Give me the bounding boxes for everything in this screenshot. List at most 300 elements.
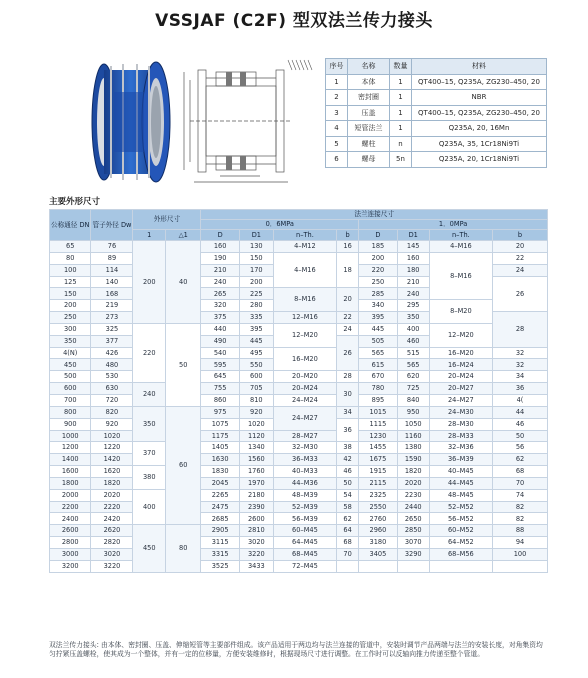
cell-d1-10: 400 xyxy=(397,323,429,335)
table-row xyxy=(50,489,548,501)
cell-nth-10: 20–M24 xyxy=(429,371,492,383)
cell-d1-06: 395 xyxy=(239,323,273,335)
materials-row xyxy=(326,74,547,90)
cell-dl1: 60 xyxy=(166,406,201,524)
cell-dw: 2620 xyxy=(91,525,133,537)
cell-nth-10: 48–M45 xyxy=(429,489,492,501)
cell-d-10: 565 xyxy=(359,347,398,359)
materials-header-qty: 数量 xyxy=(390,59,412,75)
cell-dw: 1220 xyxy=(91,442,133,454)
cell-nth-06: 40–M33 xyxy=(273,466,336,478)
cell-b-06: 58 xyxy=(337,501,359,513)
cell-dw: 273 xyxy=(91,312,133,324)
cell-d-10: 1230 xyxy=(359,430,398,442)
cell-b-10: 74 xyxy=(493,489,548,501)
table-row xyxy=(50,323,548,335)
cell-d1-06: 280 xyxy=(239,300,273,312)
cell-dn: 100 xyxy=(50,264,91,276)
cell-dw: 1020 xyxy=(91,430,133,442)
table-row xyxy=(50,241,548,253)
cell-nth-10: 24–M27 xyxy=(429,394,492,406)
cell-d1-10: 3070 xyxy=(397,537,429,549)
table-row xyxy=(50,548,548,560)
cell-d-10: 1455 xyxy=(359,442,398,454)
cell-d-06: 160 xyxy=(201,241,240,253)
cell-nth-06: 28–M27 xyxy=(273,430,336,442)
cell-dw: 219 xyxy=(91,300,133,312)
cell-b-06: 38 xyxy=(337,442,359,454)
cell-dn: 65 xyxy=(50,241,91,253)
materials-cell: 4 xyxy=(326,121,348,137)
materials-cell: 6 xyxy=(326,152,348,168)
cell-b-06: 18 xyxy=(337,252,359,288)
cell-nth-06: 8–M16 xyxy=(273,288,336,312)
cell-l1: 400 xyxy=(133,489,166,525)
cell-dn: 3000 xyxy=(50,548,91,560)
cell-b-10: 28 xyxy=(493,312,548,348)
cell-d-10: 200 xyxy=(359,252,398,264)
cell-d1-10: 1050 xyxy=(397,418,429,430)
cell-d1-06: 1340 xyxy=(239,442,273,454)
cell-l1: 220 xyxy=(133,323,166,382)
cross-section-drawing xyxy=(180,50,320,192)
cell-d-10: 2550 xyxy=(359,501,398,513)
header-d1-06: D1 xyxy=(239,230,273,241)
cell-d1-10: 2440 xyxy=(397,501,429,513)
cell-dn: 300 xyxy=(50,323,91,335)
cell-d-06: 2045 xyxy=(201,477,240,489)
cell-b-10: 34 xyxy=(493,371,548,383)
materials-cell: QT400–15, Q235A, ZG230–450, 20 xyxy=(412,105,547,121)
cell-dw: 630 xyxy=(91,383,133,395)
cell-nth-10: 8–M20 xyxy=(429,300,492,324)
materials-cell: 螺母 xyxy=(348,152,390,168)
cell-d-06: 1075 xyxy=(201,418,240,430)
materials-cell: 螺柱 xyxy=(348,136,390,152)
cell-dn: 80 xyxy=(50,252,91,264)
cell-dn: 600 xyxy=(50,383,91,395)
cell-b-10: 50 xyxy=(493,430,548,442)
cell-nth-10: 60–M52 xyxy=(429,525,492,537)
cell-d1-10: 210 xyxy=(397,276,429,288)
cell-b-10: 70 xyxy=(493,477,548,489)
cell-b-06: 30 xyxy=(337,383,359,407)
table-row xyxy=(50,560,548,572)
cell-b-06: 62 xyxy=(337,513,359,525)
cell-l1: 370 xyxy=(133,442,166,466)
cell-dw: 76 xyxy=(91,241,133,253)
cell-nth-10: 56–M52 xyxy=(429,513,492,525)
cell-dn: 1800 xyxy=(50,477,91,489)
cell-d-10: 220 xyxy=(359,264,398,276)
cell-b-06: 68 xyxy=(337,537,359,549)
cell-b-06: 34 xyxy=(337,406,359,418)
materials-cell: Q235A, 35, 1Cr18Ni9Ti xyxy=(412,136,547,152)
cell-dw: 168 xyxy=(91,288,133,300)
cell-dw: 480 xyxy=(91,359,133,371)
cell-nth-10: 16–M24 xyxy=(429,359,492,371)
header-flange: 法兰连接尺寸 xyxy=(201,210,548,220)
cell-b-10: 62 xyxy=(493,454,548,466)
cell-d-10: 1675 xyxy=(359,454,398,466)
cell-nth-06: 72–M45 xyxy=(273,560,336,572)
cell-d1-06: 810 xyxy=(239,394,273,406)
cell-dn: 1000 xyxy=(50,430,91,442)
table-row xyxy=(50,537,548,549)
cell-d-10: 2960 xyxy=(359,525,398,537)
cell-d1-10: 1160 xyxy=(397,430,429,442)
cell-dn: 4(N) xyxy=(50,347,91,359)
table-row xyxy=(50,406,548,418)
cell-dn: 2000 xyxy=(50,489,91,501)
cell-d1-06: 1560 xyxy=(239,454,273,466)
cell-d1-06: 1760 xyxy=(239,466,273,478)
header-d-06: D xyxy=(201,230,240,241)
materials-header xyxy=(326,59,547,75)
materials-header-name: 名称 xyxy=(348,59,390,75)
header-l1: 1 xyxy=(133,230,166,241)
cell-dw: 3020 xyxy=(91,548,133,560)
cell-d1-06: 1120 xyxy=(239,430,273,442)
cell-nth-10: 36–M39 xyxy=(429,454,492,466)
cell-d-10: 285 xyxy=(359,288,398,300)
cell-dw: 530 xyxy=(91,371,133,383)
cell-d-06: 265 xyxy=(201,288,240,300)
cell-dw: 3220 xyxy=(91,560,133,572)
cell-dn: 500 xyxy=(50,371,91,383)
cell-nth-06: 68–M45 xyxy=(273,548,336,560)
cell-d-06: 2905 xyxy=(201,525,240,537)
cell-nth-06: 12–M16 xyxy=(273,312,336,324)
cell-b-06: 36 xyxy=(337,418,359,442)
cell-nth-06: 64–M45 xyxy=(273,537,336,549)
cell-b-10 xyxy=(493,560,548,572)
cell-d1-10: 725 xyxy=(397,383,429,395)
cell-dw: 325 xyxy=(91,323,133,335)
cell-nth-06: 60–M45 xyxy=(273,525,336,537)
materials-cell: 2 xyxy=(326,90,348,106)
cell-dw: 2820 xyxy=(91,537,133,549)
materials-header-material: 材料 xyxy=(412,59,547,75)
cell-b-06: 70 xyxy=(337,548,359,560)
cell-b-10: 20 xyxy=(493,241,548,253)
materials-row xyxy=(326,152,547,168)
materials-row xyxy=(326,136,547,152)
materials-cell: 5n xyxy=(390,152,412,168)
cell-d-06: 1405 xyxy=(201,442,240,454)
materials-cell: n xyxy=(390,136,412,152)
cell-d-06: 540 xyxy=(201,347,240,359)
cell-d-06: 240 xyxy=(201,276,240,288)
cell-d1-10: 565 xyxy=(397,359,429,371)
cell-dn: 1200 xyxy=(50,442,91,454)
cell-d-06: 375 xyxy=(201,312,240,324)
cell-d1-06: 495 xyxy=(239,347,273,359)
header-dn: 公称通径 DN xyxy=(50,210,91,241)
materials-cell: 5 xyxy=(326,136,348,152)
cell-dn: 200 xyxy=(50,300,91,312)
cell-nth-06: 12–M20 xyxy=(273,323,336,347)
cell-d-10: 895 xyxy=(359,394,398,406)
cell-b-10: 22 xyxy=(493,252,548,264)
cell-d1-06: 200 xyxy=(239,276,273,288)
table-row xyxy=(50,347,548,359)
cell-nth-10: 4–M16 xyxy=(429,241,492,253)
cell-d-10: 3180 xyxy=(359,537,398,549)
cell-dn: 1400 xyxy=(50,454,91,466)
header-d1-10: D1 xyxy=(397,230,429,241)
cell-d-10: 250 xyxy=(359,276,398,288)
cell-d-06: 320 xyxy=(201,300,240,312)
cell-dw: 114 xyxy=(91,264,133,276)
cell-d-06: 755 xyxy=(201,383,240,395)
cell-d1-10: 180 xyxy=(397,264,429,276)
table-row xyxy=(50,252,548,264)
cell-d1-06: 130 xyxy=(239,241,273,253)
table-row xyxy=(50,383,548,395)
cell-d-06: 1630 xyxy=(201,454,240,466)
cell-d1-06: 1970 xyxy=(239,477,273,489)
cell-nth-10: 28–M33 xyxy=(429,430,492,442)
cell-l1: 450 xyxy=(133,525,166,572)
table-row xyxy=(50,454,548,466)
cell-d-10: 615 xyxy=(359,359,398,371)
cell-dn: 2600 xyxy=(50,525,91,537)
cell-b-10: 24 xyxy=(493,264,548,276)
table-row xyxy=(50,466,548,478)
cell-d1-06: 600 xyxy=(239,371,273,383)
cell-b-06: 22 xyxy=(337,312,359,324)
cell-d1-06: 705 xyxy=(239,383,273,395)
cell-b-06: 64 xyxy=(337,525,359,537)
cell-d1-06: 3220 xyxy=(239,548,273,560)
cell-d-10: 3405 xyxy=(359,548,398,560)
cell-d1-10: 840 xyxy=(397,394,429,406)
cell-d-10: 2325 xyxy=(359,489,398,501)
cell-b-06: 42 xyxy=(337,454,359,466)
materials-cell: 3 xyxy=(326,105,348,121)
cell-dw: 377 xyxy=(91,335,133,347)
cell-d1-06: 445 xyxy=(239,335,273,347)
cell-d1-10: 2230 xyxy=(397,489,429,501)
cell-dn: 125 xyxy=(50,276,91,288)
cell-b-06: 54 xyxy=(337,489,359,501)
materials-cell: 密封圈 xyxy=(348,90,390,106)
cell-b-06: 16 xyxy=(337,241,359,253)
materials-cell: 1 xyxy=(326,74,348,90)
cell-d1-10: 460 xyxy=(397,335,429,347)
materials-row xyxy=(326,105,547,121)
cell-b-10: 32 xyxy=(493,359,548,371)
cell-d1-10: 1590 xyxy=(397,454,429,466)
cell-dw: 920 xyxy=(91,418,133,430)
section-title: 主要外形尺寸 xyxy=(49,197,101,207)
cell-d1-06: 920 xyxy=(239,406,273,418)
cell-dl1: 50 xyxy=(166,323,201,406)
cell-nth-10: 44–M45 xyxy=(429,477,492,489)
cell-b-06: 24 xyxy=(337,323,359,335)
cell-dw: 1620 xyxy=(91,466,133,478)
materials-body xyxy=(326,74,547,167)
cell-nth-06: 24–M27 xyxy=(273,406,336,430)
materials-header-no: 序号 xyxy=(326,59,348,75)
cell-d1-10: 515 xyxy=(397,347,429,359)
cell-dn: 1600 xyxy=(50,466,91,478)
cell-nth-10: 28–M30 xyxy=(429,418,492,430)
page-title: VSSJAF (C2F) 型双法兰传力接头 xyxy=(155,11,433,31)
cell-nth-06: 16–M20 xyxy=(273,347,336,371)
cell-d1-06: 1020 xyxy=(239,418,273,430)
materials-row xyxy=(326,121,547,137)
cell-dn: 700 xyxy=(50,394,91,406)
cell-dn: 150 xyxy=(50,288,91,300)
cell-d1-10: 3290 xyxy=(397,548,429,560)
cell-d1-10: 145 xyxy=(397,241,429,253)
cell-d1-06: 150 xyxy=(239,252,273,264)
cell-d1-10: 350 xyxy=(397,312,429,324)
table-row xyxy=(50,430,548,442)
cell-dw: 2220 xyxy=(91,501,133,513)
cell-d-10: 2760 xyxy=(359,513,398,525)
cell-b-06: 26 xyxy=(337,335,359,371)
cell-d-10: 340 xyxy=(359,300,398,312)
cell-nth-06: 20–M20 xyxy=(273,371,336,383)
cell-d1-10: 620 xyxy=(397,371,429,383)
materials-cell: Q235A, 20, 16Mn xyxy=(412,121,547,137)
cell-nth-10: 64–M52 xyxy=(429,537,492,549)
cell-d-10: 445 xyxy=(359,323,398,335)
cell-d1-10: 295 xyxy=(397,300,429,312)
cell-b-10: 4( xyxy=(493,394,548,406)
cell-nth-10: 16–M20 xyxy=(429,347,492,359)
cell-dl1: 40 xyxy=(166,241,201,324)
cell-d-06: 975 xyxy=(201,406,240,418)
cell-d1-10: 160 xyxy=(397,252,429,264)
cell-dn: 450 xyxy=(50,359,91,371)
cell-d1-06: 2810 xyxy=(239,525,273,537)
cell-l1: 240 xyxy=(133,383,166,407)
header-outline: 外形尺寸 xyxy=(133,210,201,230)
cell-d1-06: 2600 xyxy=(239,513,273,525)
cell-b-10: 36 xyxy=(493,383,548,395)
materials-cell: NBR xyxy=(412,90,547,106)
materials-cell: 1 xyxy=(390,105,412,121)
header-pressure-06: 0．6MPa xyxy=(201,220,359,230)
cell-b-10: 56 xyxy=(493,442,548,454)
materials-table xyxy=(325,58,547,168)
cell-d1-10: 950 xyxy=(397,406,429,418)
cell-d1-06: 2390 xyxy=(239,501,273,513)
cell-b-10: 100 xyxy=(493,548,548,560)
header-dw: 管子外径 Dw xyxy=(91,210,133,241)
cell-d1-10: 240 xyxy=(397,288,429,300)
cell-d1-10: 2850 xyxy=(397,525,429,537)
cell-dw: 820 xyxy=(91,406,133,418)
cell-b-10: 88 xyxy=(493,525,548,537)
cell-l1: 380 xyxy=(133,466,166,490)
cell-nth-10: 20–M27 xyxy=(429,383,492,395)
dimensions-body xyxy=(50,241,548,573)
cell-d-06: 860 xyxy=(201,394,240,406)
cell-d1-10 xyxy=(397,560,429,572)
cell-d-06: 210 xyxy=(201,264,240,276)
materials-cell: Q235A, 20, 1Cr18Ni9Ti xyxy=(412,152,547,168)
cell-d-10: 670 xyxy=(359,371,398,383)
header-nth-10: n–Th. xyxy=(429,230,492,241)
cell-d-10: 780 xyxy=(359,383,398,395)
cell-nth-10: 24–M30 xyxy=(429,406,492,418)
cell-d-06: 3115 xyxy=(201,537,240,549)
cell-d-06: 190 xyxy=(201,252,240,264)
cell-nth-06: 48–M39 xyxy=(273,489,336,501)
materials-row xyxy=(326,90,547,106)
cell-d-10: 1015 xyxy=(359,406,398,418)
description-note: 双法兰传力接头: 由本体、密封圈、压盖、伸缩短管等主要部件组成。该产品适用于两边均与法兰连接的管道中，安装时调节产品两端与法兰的安装长度，对角集资均匀拧紧压盖螺栓，使其成为一个整体，并有一定的位移量，方便安装维修时，根据现场尺寸进行调整。在工作时可以反轴向推力传递至整个管道。 xyxy=(49,641,543,659)
header-nth-06: n–Th. xyxy=(273,230,336,241)
cell-b-06 xyxy=(337,560,359,572)
cell-d-06: 1830 xyxy=(201,466,240,478)
table-row xyxy=(50,513,548,525)
cell-b-10: 46 xyxy=(493,418,548,430)
materials-cell: 1 xyxy=(390,121,412,137)
cell-d-06: 3315 xyxy=(201,548,240,560)
table-row xyxy=(50,442,548,454)
cell-dw: 2020 xyxy=(91,489,133,501)
cell-d-10: 185 xyxy=(359,241,398,253)
cell-d-06: 595 xyxy=(201,359,240,371)
cell-dn: 2400 xyxy=(50,513,91,525)
cell-dn: 900 xyxy=(50,418,91,430)
cell-nth-06: 52–M39 xyxy=(273,501,336,513)
dimensions-table xyxy=(49,209,548,573)
cell-nth-06: 24–M24 xyxy=(273,394,336,406)
cell-b-06: 28 xyxy=(337,371,359,383)
cell-d-10 xyxy=(359,560,398,572)
cell-nth-06: 4–M12 xyxy=(273,241,336,253)
cell-dn: 250 xyxy=(50,312,91,324)
cell-d1-06: 550 xyxy=(239,359,273,371)
materials-cell: QT400–15, Q235A, ZG230–450, 20 xyxy=(412,74,547,90)
materials-cell: 压盖 xyxy=(348,105,390,121)
cell-b-10: 32 xyxy=(493,347,548,359)
cell-d-06: 2685 xyxy=(201,513,240,525)
cell-d1-06: 335 xyxy=(239,312,273,324)
cell-d1-06: 225 xyxy=(239,288,273,300)
cell-d1-10: 1380 xyxy=(397,442,429,454)
cell-d-10: 1115 xyxy=(359,418,398,430)
cell-l1: 350 xyxy=(133,406,166,442)
cell-d1-10: 2020 xyxy=(397,477,429,489)
table-row xyxy=(50,371,548,383)
cell-dw: 1820 xyxy=(91,477,133,489)
cell-dn: 3200 xyxy=(50,560,91,572)
header-b-06: b xyxy=(337,230,359,241)
materials-cell: 1 xyxy=(390,74,412,90)
cell-b-06: 46 xyxy=(337,466,359,478)
cell-d1-10: 2650 xyxy=(397,513,429,525)
cell-b-06: 20 xyxy=(337,288,359,312)
cell-b-10: 94 xyxy=(493,537,548,549)
cell-dw: 2420 xyxy=(91,513,133,525)
header-pressure-10: 1．0MPa xyxy=(359,220,548,230)
cell-d-10: 505 xyxy=(359,335,398,347)
header-dl1: △1 xyxy=(166,230,201,241)
cell-d-06: 645 xyxy=(201,371,240,383)
cell-d1-06: 2180 xyxy=(239,489,273,501)
cell-d1-06: 3020 xyxy=(239,537,273,549)
table-row xyxy=(50,525,548,537)
cell-nth-06: 36–M33 xyxy=(273,454,336,466)
